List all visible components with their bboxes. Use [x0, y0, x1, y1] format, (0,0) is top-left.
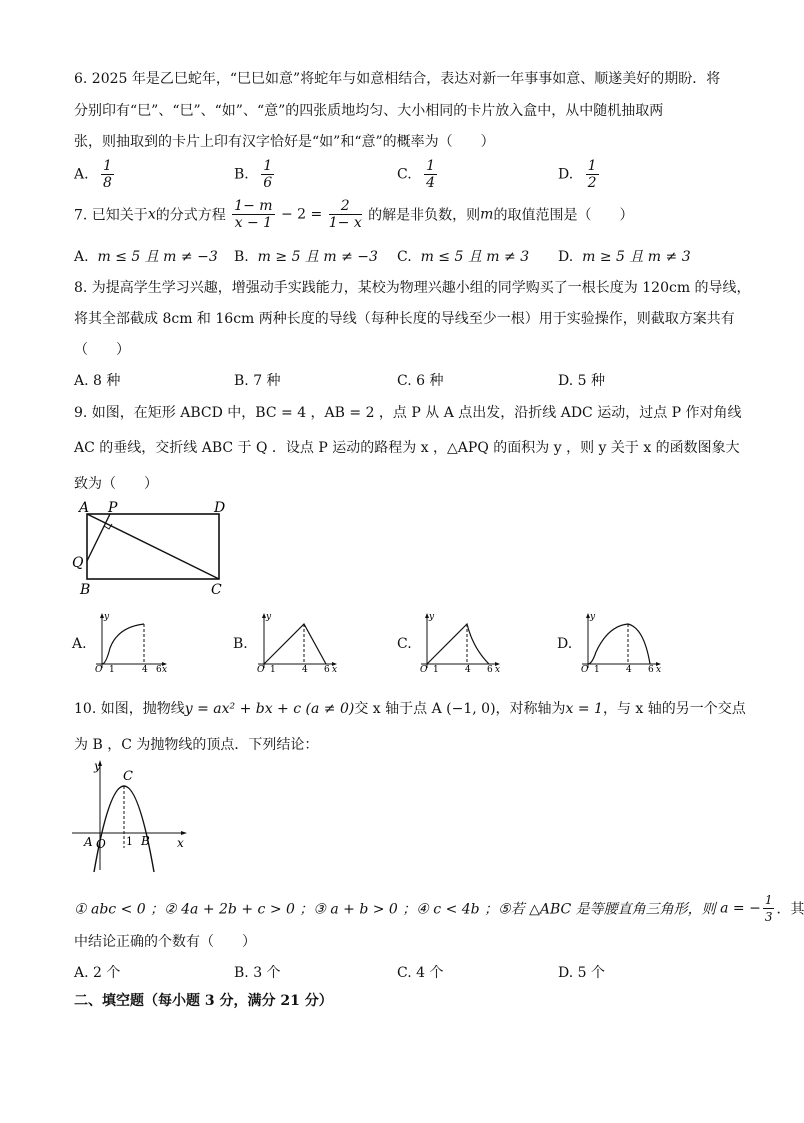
fraction [586, 158, 599, 191]
q7-prefix: 7. 已知关于 [74, 207, 148, 224]
fraction-denominator: 3 [764, 910, 773, 924]
q7-minus2: − 2 = [281, 206, 323, 223]
q6-line1: 6. 2025 年是乙巳蛇年，“巳巳如意”将蛇年与如意相结合，表达对新一年事事如意、顺遂美好的期盼．将 [74, 71, 721, 87]
option-text: m ≥ 5 且 m ≠ 3 [582, 249, 691, 265]
q8-option-a [74, 370, 120, 390]
q6-option-a [74, 158, 116, 191]
tick-6: 6 [156, 665, 162, 675]
axis-label-x: x [177, 836, 184, 850]
q9-option-d-label: D. [557, 636, 573, 652]
tick-1: 1 [433, 665, 439, 675]
option-label: A. [74, 249, 89, 265]
option-label: C. [397, 373, 412, 389]
fraction-2 [329, 198, 362, 231]
graph-curve [427, 624, 489, 664]
q10-option-b [234, 962, 281, 982]
option-label: A. [74, 166, 89, 183]
q10-conclusions [74, 892, 804, 925]
option-text: 5 个 [577, 965, 605, 981]
var-m: m [480, 206, 494, 223]
axis-label-y: y [104, 612, 110, 622]
label-b: B [80, 582, 91, 598]
q6-option-d [558, 158, 601, 191]
option-label: D. [558, 166, 574, 183]
option-text: m ≤ 5 且 m ≠ −3 [97, 249, 218, 265]
q10-line2: 为 B ，C 为抛物线的顶点．下列结论： [74, 737, 319, 753]
option-label: B. [234, 965, 249, 981]
fraction-denominator: 1− x [328, 215, 362, 231]
tick-4: 4 [142, 665, 148, 675]
fraction-1 [232, 198, 274, 231]
option-label: B. [234, 373, 249, 389]
option-text: 4 个 [416, 965, 444, 981]
option-label: B. [234, 166, 249, 183]
q7-text-after: 的解是非负数，则 [368, 207, 481, 224]
q7-option-a [74, 246, 218, 266]
q9-line2: AC 的垂线，交折线 ABC 于 Q ．设点 P 运动的路程为 x ，△APQ 的面积为 y ，则 y 关于 x 的函数图象大 [74, 440, 740, 456]
axis-label-y: y [590, 612, 596, 622]
option-text: 2 个 [93, 965, 121, 981]
option-label: C. [397, 249, 412, 265]
option-label: B. [234, 249, 249, 265]
axis-label-x: x [495, 665, 501, 675]
option-label: D. [558, 373, 574, 389]
q8-option-c [397, 370, 443, 390]
fraction-numerator: 1 [103, 158, 112, 174]
option-label: C. [397, 166, 412, 183]
q9-graph-d [574, 610, 664, 674]
fraction-numerator: 1 [426, 158, 436, 174]
axis-label-x: x [162, 665, 168, 675]
graph-curve [264, 624, 326, 664]
q9-option-a-label: A. [72, 636, 87, 652]
option-text: 5 种 [577, 373, 605, 389]
origin-label: O [420, 665, 428, 675]
option-text: 6 种 [416, 373, 444, 389]
q6-option-b [234, 158, 276, 191]
q10-equation: y = ax² + bx + c (a ≠ 0) [184, 701, 355, 717]
option-text: 7 种 [253, 373, 281, 389]
q10-option-d [558, 962, 605, 982]
option-label: D. [558, 965, 574, 981]
tick-4: 4 [626, 665, 632, 675]
fraction-denominator: x − 1 [234, 215, 273, 231]
option-text: 8 种 [93, 373, 121, 389]
origin-label: O [257, 665, 265, 675]
graph-curve [102, 624, 144, 664]
tick-1: 1 [109, 665, 115, 675]
q9-graph-b [250, 610, 340, 674]
q10-text-b: 交 x 轴于点 A [354, 701, 442, 717]
tick-6: 6 [648, 665, 654, 675]
q9-graph-a [88, 610, 168, 674]
fraction-numerator: 1− m [234, 198, 273, 214]
q6-line2: 分别印有“巳”、“巳”、“如”、“意”的四张质地均匀、大小相同的卡片放入盒中，从中随机抽取两 [74, 103, 664, 119]
diagonal-ac [87, 514, 219, 579]
option-label: A. [74, 373, 89, 389]
q6-line3: 张，则抽取到的卡片上印有汉字恰好是“如”和“意”的概率为（ ） [74, 134, 495, 150]
var-x: x [147, 206, 156, 223]
q10-text-d: ，与 x 轴的另一个交点 [602, 701, 746, 717]
label-c: C [211, 582, 222, 598]
q10-parabola-figure [70, 756, 194, 874]
tick-1: 1 [270, 665, 276, 675]
fraction-denominator: 4 [426, 175, 436, 191]
fraction-numerator: 1 [764, 893, 773, 907]
tick-4: 4 [302, 665, 308, 675]
axis-label-x: x [332, 665, 338, 675]
q9-option-c-label: C. [397, 636, 412, 652]
q6-option-c [397, 158, 439, 191]
q8-option-b [234, 370, 281, 390]
q7-option-c [397, 246, 529, 266]
q9-option-b-label: B. [233, 636, 248, 652]
q10-text-c: ，对称轴为 [495, 701, 566, 717]
label-c: C [123, 769, 133, 784]
q8-line2: 将其全部截成 8cm 和 16cm 两种长度的导线（每种长度的导线至少一根）用于实验操作，则截取方案共有 [74, 311, 735, 327]
q7-text-mid: 的分式方程 [155, 207, 226, 224]
q9-rectangle-figure [66, 496, 236, 598]
q7-line [74, 198, 633, 231]
q10-a-value: a = − [720, 900, 761, 917]
fraction-denominator: 8 [103, 175, 112, 191]
tick-6: 6 [487, 665, 493, 675]
tick-1: 1 [594, 665, 600, 675]
fraction [101, 158, 114, 191]
label-a: A [84, 835, 93, 849]
origin-label: O [95, 665, 103, 675]
q7-suffix: 的取值范围是（ ） [493, 207, 634, 224]
section-2-heading: 二、填空题（每小题 3 分，满分 21 分） [74, 993, 333, 1009]
tick-1: 1 [126, 835, 133, 848]
fraction [261, 158, 274, 191]
axis-label-y: y [429, 612, 435, 622]
fraction [763, 892, 775, 925]
axis-label-y: y [94, 759, 101, 773]
q9-line1: 9. 如图，在矩形 ABCD 中，BC = 4 ，AB = 2 ，点 P 从 A 点出发，沿折线 ADC 运动，过点 P 作对角线 [74, 405, 742, 421]
perpendicular-pq [87, 514, 110, 561]
option-text: 3 个 [253, 965, 281, 981]
label-b: B [141, 834, 150, 848]
origin-label: O [581, 665, 589, 675]
graph-curve [588, 624, 650, 664]
label-o: O [96, 837, 106, 851]
q10-line1 [74, 698, 746, 718]
label-a: A [79, 500, 90, 516]
fraction-numerator: 2 [329, 198, 362, 215]
q10-text-a: 10. 如图，抛物线 [74, 701, 185, 717]
fraction [424, 158, 437, 191]
fraction-denominator: 2 [587, 175, 597, 191]
q8-line1: 8. 为提高学生学习兴趣，增强动手实践能力，某校为物理兴趣小组的同学购买了一根长度为 120cm 的导线， [74, 280, 751, 296]
q9-graph-c [413, 610, 503, 674]
q10-option-a [74, 962, 120, 982]
q7-option-d [558, 246, 691, 266]
q7-option-b [234, 246, 378, 266]
q10-conclusions-end: ．其 [776, 901, 804, 918]
label-p: P [108, 500, 118, 516]
axis-label-x: x [656, 665, 662, 675]
tick-4: 4 [465, 665, 471, 675]
axis-label-y: y [266, 612, 272, 622]
tick-6: 6 [324, 665, 330, 675]
fraction-denominator: 6 [263, 175, 273, 191]
q10-point-a: (−1, 0) [446, 701, 496, 717]
option-label: A. [74, 965, 89, 981]
q9-line3: 致为（ ） [74, 476, 158, 492]
option-label: D. [558, 249, 574, 265]
q10-line4: 中结论正确的个数有（ ） [74, 934, 256, 950]
q10-option-c [397, 962, 443, 982]
label-d: D [214, 500, 226, 516]
label-q: Q [72, 555, 84, 571]
q8-line3: （ ） [74, 342, 130, 358]
fraction-numerator: 1 [263, 158, 273, 174]
option-text: m ≥ 5 且 m ≠ −3 [257, 249, 378, 265]
fraction-numerator: 1 [587, 158, 597, 174]
q10-conclusions-text: ① abc < 0 ；② 4a + 2b + c > 0 ；③ a + b > 0 ；④ c < 4b ；⑤若 △ABC 是等腰直角三角形，则 [74, 901, 716, 918]
option-label: C. [397, 965, 412, 981]
q8-option-d [558, 370, 605, 390]
option-text: m ≤ 5 且 m ≠ 3 [420, 249, 530, 265]
q10-axis: x = 1 [565, 701, 603, 717]
